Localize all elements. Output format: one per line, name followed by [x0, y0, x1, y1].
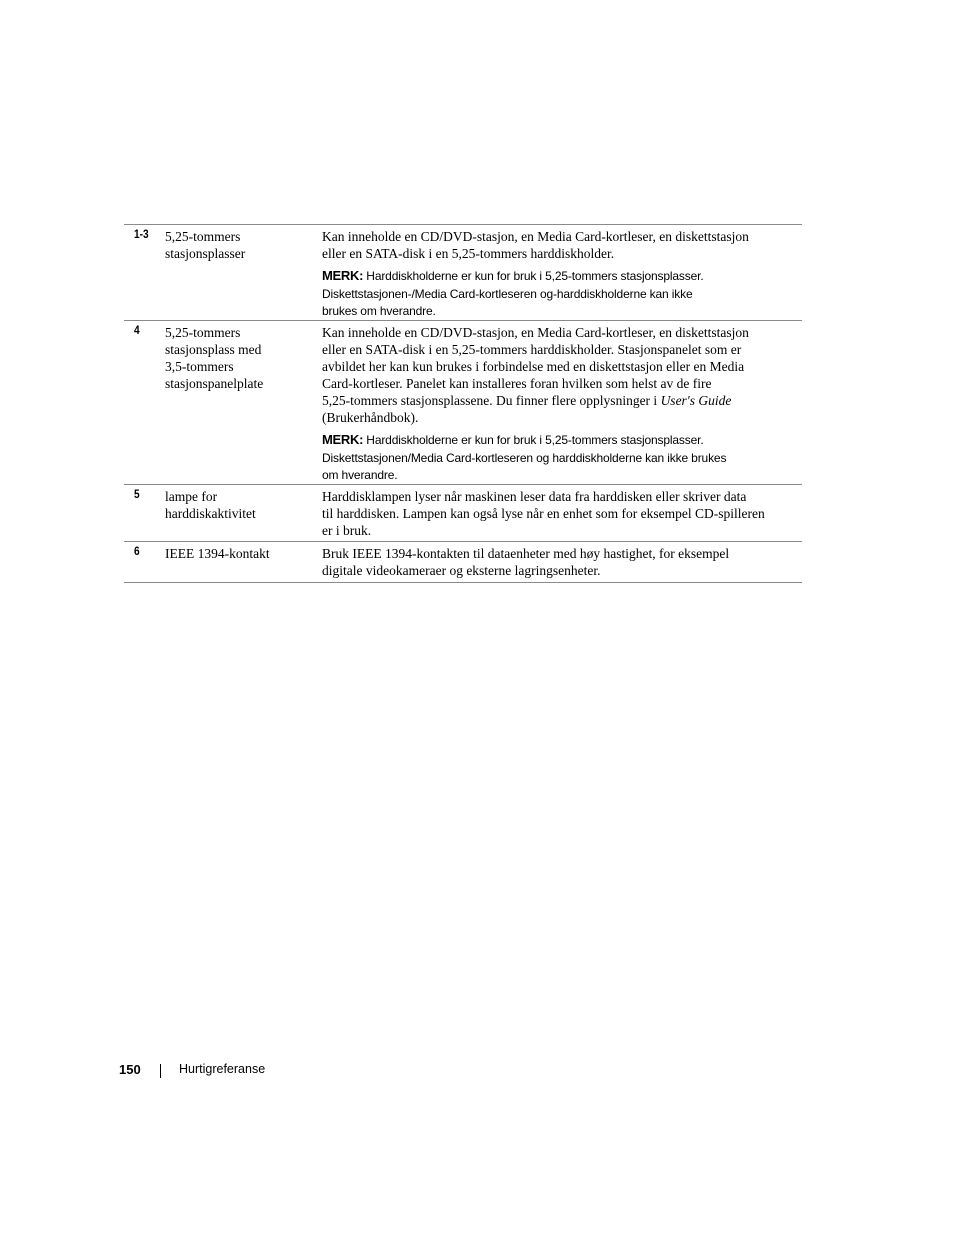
table-row [124, 542, 802, 583]
table-row [124, 321, 802, 485]
note-label: MERK: [322, 268, 364, 283]
page-number: 150 [119, 1062, 141, 1077]
item-label: 5,25-tommers stasjonsplasser [165, 229, 246, 261]
item-description: Kan inneholde en CD/DVD-stasjon, en Media Card-kortleser, en diskettstasjon eller en SATA-disk i en 5,25-tommers harddiskholder. Stasjonspanelet som er avbildet her kan kun brukes i forbindelse med en diskettstasjon eller en Media Card-kortleser. Panelet kan installeres foran hvilken som helst av de fire 5,25-tommers stasjonsplassene. Du finner flere opplysninger i User's Guide (Brukerhåndbok). MERK: Harddiskholderne er kun for bruk i 5,25-tommers stasjonsplasser. Diskettstasjonen/Media Card-kortleseren og harddiskholderne kan ikke brukes om hverandre. [322, 324, 800, 485]
item-label: IEEE 1394-kontakt [165, 546, 270, 561]
page-footer [119, 1062, 266, 1077]
item-number: 4 [134, 325, 140, 337]
footer-separator [160, 1064, 161, 1078]
drive-bay-table [124, 224, 802, 583]
item-description: Bruk IEEE 1394-kontakten til dataenheter med høy hastighet, for eksempel digitale videokameraer og eksterne lagringsenheter. [322, 546, 730, 578]
item-number: 1-3 [134, 229, 149, 241]
item-number: 6 [134, 546, 140, 558]
item-label: lampe for harddiskaktivitet [165, 489, 256, 521]
section-title: Hurtigreferanse [179, 1062, 266, 1076]
note: MERK: Harddiskholderne er kun for bruk i 5,25-tommers stasjonsplasser. Diskettstasjonen-/Media Card-kortleseren og-harddiskholderne kan ikke brukes om hverandre. [322, 268, 704, 318]
table-row [124, 485, 802, 542]
item-number: 5 [134, 489, 140, 501]
item-description: Kan inneholde en CD/DVD-stasjon, en Media Card-kortleser, en diskettstasjon eller en SATA-disk i en 5,25-tommers harddiskholder. MERK: Harddiskholderne er kun for bruk i 5,25-tommers stasjonsplasser. Diskettstasjonen-/Media Card-kortleseren og-harddiskholderne kan ikke brukes om hverandre. [322, 228, 800, 321]
item-description: Harddisklampen lyser når maskinen leser data fra harddisken eller skriver data til harddisken. Lampen kan også lyse når en enhet som for eksempel CD-spilleren er i bruk. [322, 489, 765, 538]
table-row [124, 225, 802, 321]
note: MERK: Harddiskholderne er kun for bruk i 5,25-tommers stasjonsplasser. Diskettstasjonen/Media Card-kortleseren og harddiskholderne kan ikke brukes om hverandre. [322, 432, 727, 482]
note-label: MERK: [322, 432, 364, 447]
item-label: 5,25-tommers stasjonsplass med 3,5-tommers stasjonspanelplate [165, 325, 264, 391]
book-title: User's Guide [660, 393, 732, 408]
